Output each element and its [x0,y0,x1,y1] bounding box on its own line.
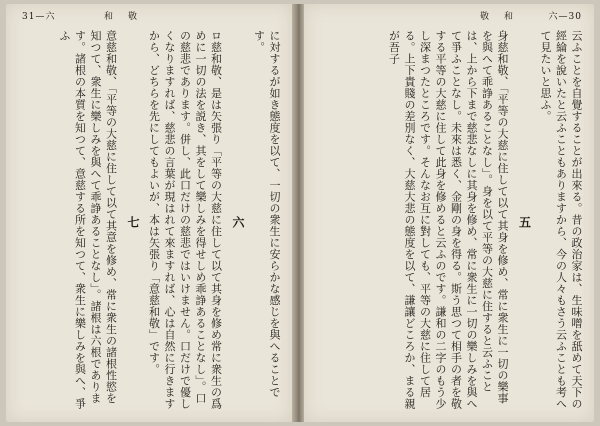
running-head-section: 敬 [480,12,491,22]
running-head-chapter: 和 [504,12,515,22]
paragraph: ロ慈和敬、是は矢張り「平等の大慈に住して以て其身を修め常に衆生の爲めに一切の法を説き、其をして樂しみを得せしめ乖諍あることなし」。口の慈悲であります。併し、此口だけの慈悲ではいけません。口だけで優しくなりますれば、慈悲の言葉が現はれて來ますれば、心は自然に行きますから、どちらを先にしてもよいが、本は矢張り「意慈和敬」です。 [147,30,223,410]
paragraph: 身慈和敬、「平等の大慈に住して以て其身を修め、常に衆生に一切の樂事を與へて乖諍あることなし」。身を以て平等の大慈に住すると云ふことは、上から下まで慈悲なしに其身を修め、常に衆生に一切の樂しみを與へて爭ふことなし。未來は悉く、金剛の身を得る。斯う思つて相手の者を敬する平等の大慈に住して此身を修めると云ふのです。謙和の二字のもう少し深まつたところです。そんなお互に對しても、平等の大慈に住して居る。上下貴賤の差別なく、大慈大悲の態度を以て、謙讓どころか、まる親が吾子 [387,30,509,410]
page-number: 31—六 [22,12,56,22]
paragraph: 意慈和敬、「平等の大慈に住して以て其意を修め、常に衆生の諸根性慾を知つて、衆生に樂しみを與へて乖諍あることなし」。諸根は六根であります。諸根の本質を知つて、意慈する所を知つて、衆生に樂しみを與へ、爭ふ [58,30,118,410]
section-number: 六 [231,216,245,228]
running-head-section: 敬 [128,12,139,22]
paragraph: 云ふことを自覺することが出來る。昔の政治家は、生味噌を舐めて天下の經綸を說いたと云ふこともありますから、今の人々もさう云ふことも考へて見たいと思ふ。 [539,30,583,410]
paragraph: に対するが如き態度を以て、一切の衆生に安らかな感じを與へることです。 [252,30,281,398]
right-page [304,4,594,422]
right-page-body [314,30,584,414]
section-number: 五 [517,216,532,228]
running-head-chapter: 和 [104,12,115,22]
right-page-header [304,10,594,24]
left-page [6,4,292,422]
left-page-body [16,30,282,414]
left-page-header [6,10,292,24]
book-gutter [292,4,304,422]
section-number: 七 [126,216,140,228]
page-number: 六—30 [548,12,582,22]
